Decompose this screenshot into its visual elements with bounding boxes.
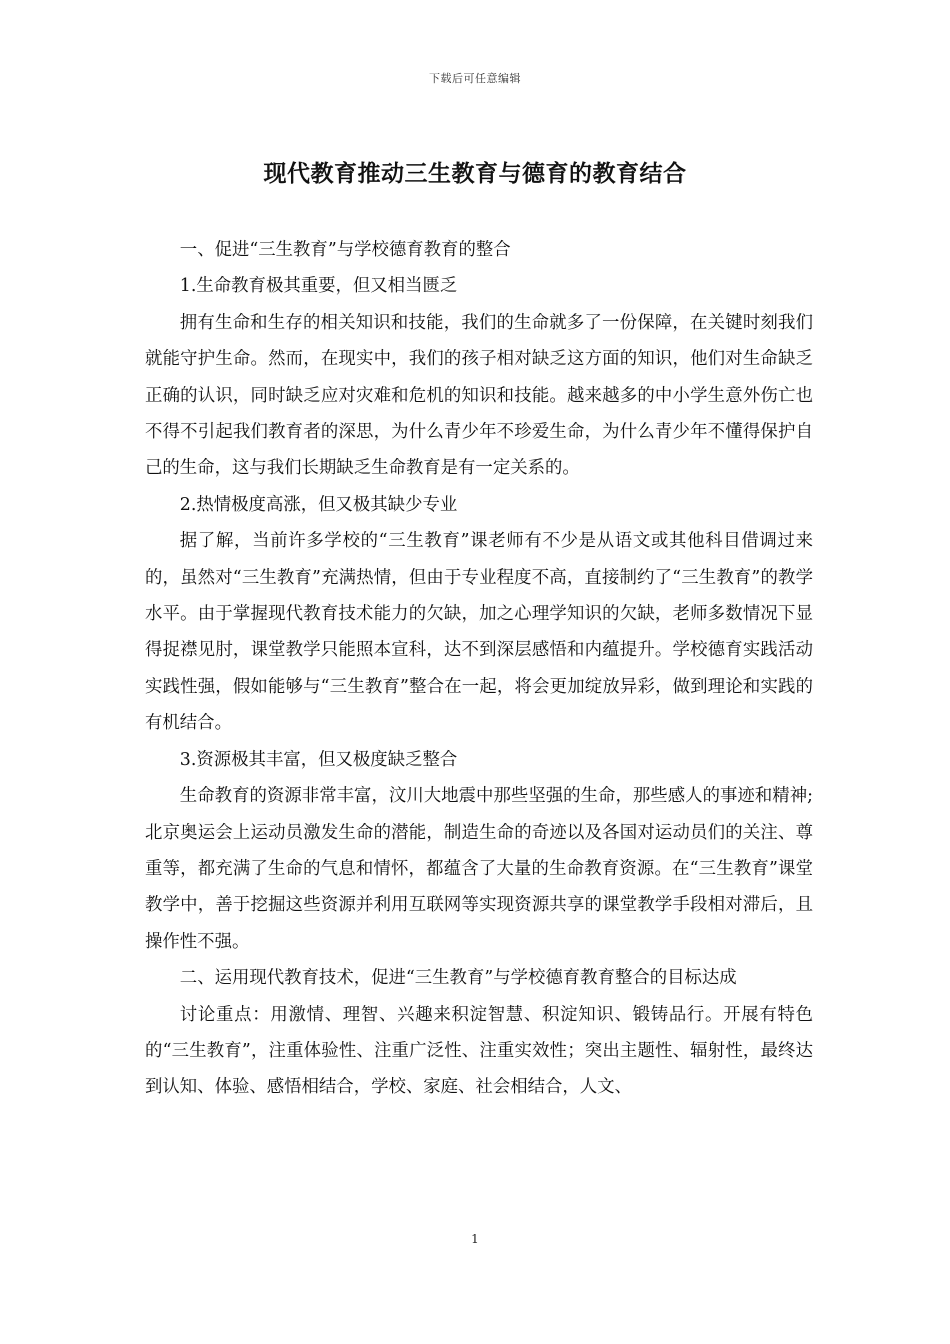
paragraph-1: 拥有生命和生存的相关知识和技能，我们的生命就多了一份保障，在关键时刻我们就能守护生命。然而，在现实中，我们的孩子相对缺乏这方面的知识，他们对生命缺乏正确的认识，同时缺乏应对灾难和危机的知识和技能。越来越多的中小学生意外伤亡也不得不引起我们教育者的深思，为什么青少年不珍爱生命，为什么青少年不懂得保护自己的生命，这与我们长期缺乏生命教育是有一定关系的。 (145, 312, 813, 479)
paragraph-3: 生命教育的资源非常丰富，汶川大地震中那些坚强的生命，那些感人的事迹和精神;北京奥运会上运动员激发生命的潜能，制造生命的奇迹以及各国对运动员们的关注、尊重等，都充满了生命的气息和情怀，都蕴含了大量的生命教育资源。在“三生教育”课堂教学中，善于挖掘这些资源并利用互联网等实现资源共享的课堂教学手段相对滞后，且操作性不强。 (145, 786, 813, 952)
header-note: 下载后可任意编辑 (429, 72, 521, 85)
subheading-3: 3.资源极其丰富，但又极度缺乏整合 (179, 749, 458, 770)
document-title: 现代教育推动三生教育与德育的教育结合 (263, 160, 687, 187)
document-body (145, 232, 813, 1106)
subheading-2: 2.热情极度高涨，但又极其缺少专业 (179, 494, 458, 515)
page-number: 1 (471, 1232, 479, 1246)
section-heading-2: 二、运用现代教育技术，促进“三生教育”与学校德育教育整合的目标达成 (179, 968, 737, 989)
paragraph-2: 据了解，当前许多学校的“三生教育”课老师有不少是从语文或其他科目借调过来的，虽然对“三生教育”充满热情，但由于专业程度不高，直接制约了“三生教育”的教学水平。由于掌握现代教育技术能力的欠缺，加之心理学知识的欠缺，老师多数情况下显得捉襟见肘，课堂教学只能照本宣科，达不到深层感悟和内蕴提升。学校德育实践活动实践性强，假如能够与“三生教育”整合在一起，将会更加绽放异彩，做到理论和实践的有机结合。 (145, 531, 813, 734)
section-heading-1: 一、促进“三生教育”与学校德育教育的整合 (179, 240, 511, 260)
paragraph-4: 讨论重点：用激情、理智、兴趣来积淀智慧、积淀知识、锻铸品行。开展有特色的“三生教育”，注重体验性、注重广泛性、注重实效性；突出主题性、辐射性，最终达到认知、体验、感悟相结合，学校、家庭、社会相结合，人文、 (145, 1004, 813, 1098)
subheading-1: 1.生命教育极其重要，但又相当匮乏 (179, 276, 458, 297)
